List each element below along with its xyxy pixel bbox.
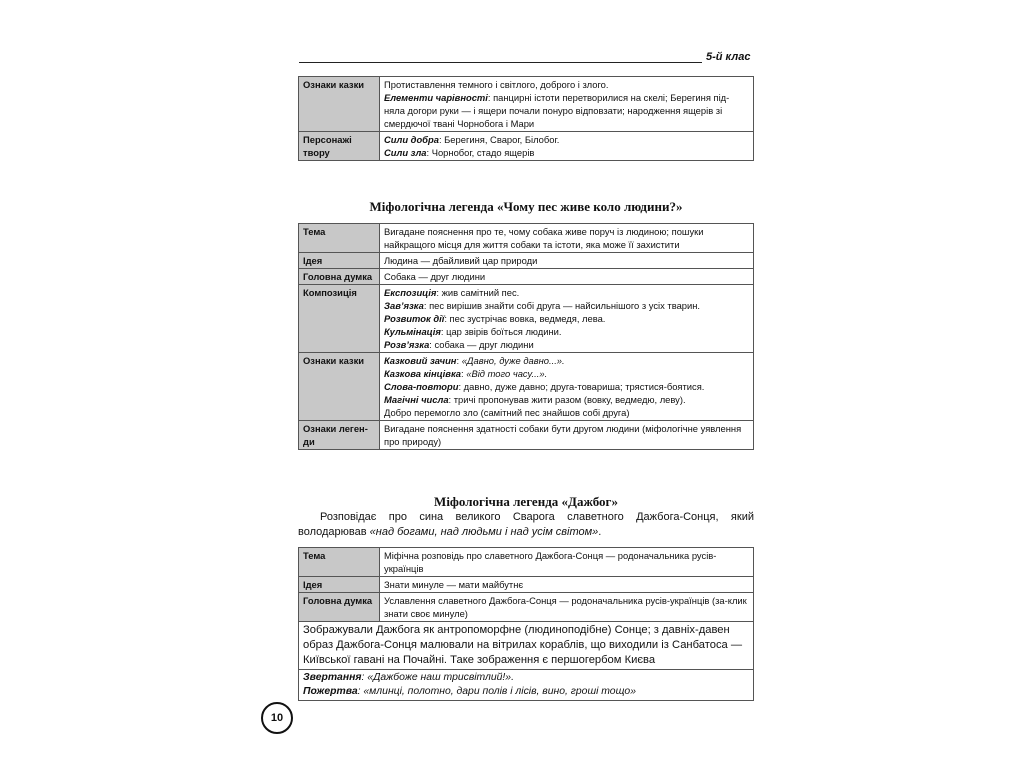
row-label: Тема [299,548,380,577]
tale-sign [384,354,749,367]
table-row [299,77,754,132]
depiction-cell: Зображували Дажбога як антропоморфне (людиноподібне) Сонце; з давніх-давен образ Дажбога-Сонця малювали на вітрилах кораблів, що виходили із Санбатоса — Київської гавані на Почайні. Таке зображення є першогербом Києва [299,622,754,670]
term: Розв’язка [384,339,430,350]
term-text: : панцирні істоти перетворилися на скелі; Берегиня під-няла догори руки — і ящери почали понуро відповзати; народження ящерів зі смердючої твані Чорнобога і Мари [384,92,730,129]
tale-sign [384,393,749,406]
term: Експозиція [384,287,437,298]
intro-text: Розповідає про сина великого Сварога славетного Дажбога-Сонця, який володарював [298,511,754,538]
composition-item [384,312,749,325]
row-value: Людина — дбайливий цар природи [380,253,754,269]
table-tale-summary [298,76,754,161]
term: Казкова кінцівка [384,368,462,379]
term: Елементи чарівності [384,92,488,103]
row-label: Головна думка [299,269,380,285]
composition-item [384,325,749,338]
term: Звертання [303,672,362,683]
term-text: : тричі пропонував жити разом (вовку, ведмедю, леву). [448,394,686,405]
table-row [299,132,754,161]
term: Слова-повтори [384,381,459,392]
row-value [380,353,754,421]
magic-elements [384,91,749,130]
row-label: Композиція [299,285,380,353]
row-label: Ознаки казки [299,353,380,421]
table-row [299,622,754,670]
row-label: Ідея [299,253,380,269]
appeal-cell [299,670,754,701]
table-row [299,253,754,269]
term-text: : пес зустрічає вовка, ведмедя, лева. [444,313,606,324]
table-row [299,593,754,622]
row-value: Міфічна розповідь про славетного Дажбога-Сонця — родоначальника русів-українців [380,548,754,577]
term-text: : пес вирішив знайти собі друга — найсильнішого з усіх тварин. [423,300,701,311]
page-number: 10 [261,702,293,734]
table-row [299,285,754,353]
term: Казковий зачин [384,355,457,366]
contrast-text: Протиставлення темного і світлого, доброго і злого. [384,79,609,90]
section-title: Міфологічна легенда «Дажбог» [434,494,618,509]
row-label: Тема [299,224,380,253]
term-text: : [461,368,467,379]
term-text: : давно, дуже давно; друга-товариша; трястися-боятися. [458,381,705,392]
intro-paragraph [298,510,754,540]
table-row [299,224,754,253]
table-row [299,269,754,285]
tale-sign: Добро перемогло зло (самітний пес знайшов собі друга) [384,407,630,418]
evil-forces [384,146,749,159]
table-row [299,421,754,450]
quote: «Від того часу...». [466,368,548,379]
term-text: : жив самітний пес. [436,287,520,298]
row-value [380,132,754,161]
row-value: Вигадане пояснення про те, чому собака живе поруч із людиною; пошуки найкращого місця для життя собаки та істоти, яка може її захистити [380,224,754,253]
header-rule [299,62,702,63]
intro-end: . [598,526,602,538]
term-text: : собака — друг людини [429,339,534,350]
row-value [380,77,754,132]
composition-item [384,299,749,312]
row-label: Ознаки леген-ди [299,421,380,450]
tale-sign [384,380,749,393]
table-row [299,548,754,577]
tale-sign [384,367,749,380]
table-row [299,670,754,701]
section-title: Міфологічна легенда «Чому пес живе коло людини?» [369,199,683,214]
appeal [303,671,749,685]
term-text: : «млинці, полотно, дари полів і лісів, вино, гроші тощо» [357,686,636,697]
term-text: : цар звірів боїться людини. [440,326,562,337]
composition-item [384,286,749,299]
row-label: Головна думка [299,593,380,622]
row-label: Ідея [299,577,380,593]
term: Кульмінація [384,326,441,337]
quote: «Давно, дуже давно...». [461,355,565,366]
composition-item [384,338,749,351]
table-dog-legend [298,223,754,450]
term: Сили зла [384,147,427,158]
term: Пожертва [303,686,358,697]
table-row [299,353,754,421]
good-forces [384,133,749,146]
term: Магічні числа [384,394,449,405]
row-value [380,285,754,353]
row-value: Собака — друг людини [380,269,754,285]
row-value: Знати минуле — мати майбутнє [380,577,754,593]
row-value: Вигадане пояснення здатності собаки бути другом людини (міфологічне уявлення про природу) [380,421,754,450]
header-grade: 5-й клас [706,51,751,63]
row-label: Персонажі твору [299,132,380,161]
intro-quote: «над богами, над людьми і над усім світом» [369,526,599,538]
term-text: : Берегиня, Сварог, Білобог. [438,134,560,145]
term: Розвиток дії [384,313,445,324]
row-value: Уславлення славетного Дажбога-Сонця — родоначальника русів-українців (за-клик знати своє минуле) [380,593,754,622]
table-row [299,577,754,593]
term-text: : Чорнобог, стадо ящерів [426,147,535,158]
term-text: : «Дажбоже наш трисвітлий!». [361,672,514,683]
term: Зав’язка [384,300,424,311]
table-dazhboh-legend [298,547,754,701]
row-label: Ознаки казки [299,77,380,132]
term-text: : [456,355,462,366]
offering [303,685,749,699]
term: Сили добра [384,134,439,145]
